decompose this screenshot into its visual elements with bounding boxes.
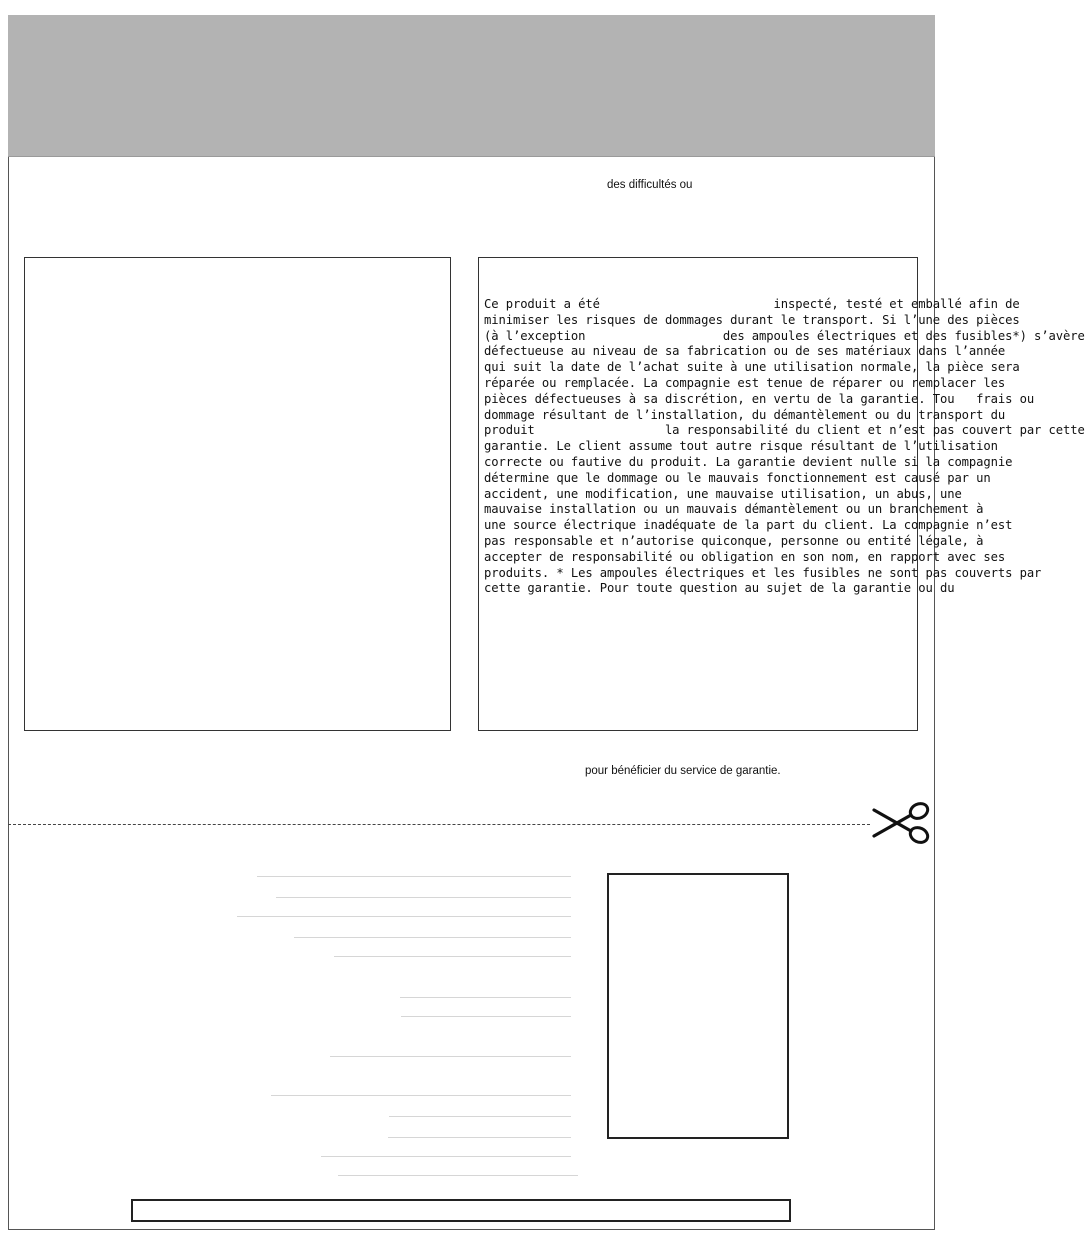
warranty-line: minimiser les risques de dommages durant le transport. Si l’une des pièces — [484, 312, 1020, 327]
warranty-line: garantie. Le client assume tout autre risque résultant de l’utilisation — [484, 439, 998, 454]
form-line — [389, 1116, 571, 1117]
scissors-icon — [870, 800, 932, 846]
footer-bar — [131, 1199, 791, 1222]
warranty-line: détermine que le dommage ou le mauvais fonctionnement est causé par un — [484, 470, 991, 485]
form-line — [321, 1156, 571, 1157]
top-note: des difficultés ou — [607, 179, 693, 191]
warranty-line: qui suit la date de l’achat suite à une utilisation normale, la pièce sera — [484, 360, 1020, 375]
form-line — [338, 1175, 578, 1176]
warranty-line: mauvaise installation ou un mauvais démantèlement ou un branchement à — [484, 502, 984, 517]
warranty-line: accident, une modification, une mauvaise utilisation, un abus, une — [484, 486, 962, 501]
stamp-box — [607, 873, 789, 1139]
warranty-line: produit la responsabilité du client et n’est pas couvert par cette — [484, 423, 1085, 438]
warranty-text — [484, 297, 1085, 597]
warranty-line: pas responsable et n’autorise quiconque, personne ou entité légale, à — [484, 533, 984, 548]
warranty-line: réparée ou remplacée. La compagnie est tenue de réparer ou remplacer les — [484, 375, 1006, 390]
form-line — [271, 1095, 571, 1096]
form-line — [330, 1056, 571, 1057]
warranty-line: cette garantie. Pour toute question au sujet de la garantie ou du — [484, 581, 955, 596]
form-line — [400, 997, 571, 998]
warranty-line: dommage résultant de l’installation, du démantèlement ou du transport du — [484, 407, 1006, 422]
warranty-line: défectueuse au niveau de sa fabrication ou de ses matériaux dans l’année — [484, 344, 1006, 359]
warranty-line: pièces défectueuses à sa discrétion, en vertu de la garantie. Tou frais ou — [484, 391, 1035, 406]
warranty-line: Ce produit a été inspecté, testé et emballé afin de — [484, 297, 1020, 311]
form-line — [276, 897, 571, 898]
warranty-line: produits. * Les ampoules électriques et les fusibles ne sont pas couverts par — [484, 565, 1042, 580]
form-line — [334, 956, 571, 957]
warranty-line: accepter de responsabilité ou obligation en son nom, en rapport avec ses — [484, 549, 1006, 564]
warranty-line: (à l’exception des ampoules électriques et des fusibles*) s’avère — [484, 328, 1085, 343]
header-band — [8, 15, 935, 157]
warranty-line: correcte ou fautive du produit. La garantie devient nulle si la compagnie — [484, 454, 1013, 469]
form-line — [257, 876, 571, 877]
form-line — [401, 1016, 571, 1017]
form-line — [388, 1137, 571, 1138]
cut-line — [8, 824, 870, 825]
left-panel-box — [24, 257, 451, 731]
bottom-note: pour bénéficier du service de garantie. — [585, 765, 781, 777]
form-line — [294, 937, 571, 938]
form-line — [237, 916, 571, 917]
warranty-line: une source électrique inadéquate de la part du client. La compagnie n’est — [484, 518, 1013, 533]
